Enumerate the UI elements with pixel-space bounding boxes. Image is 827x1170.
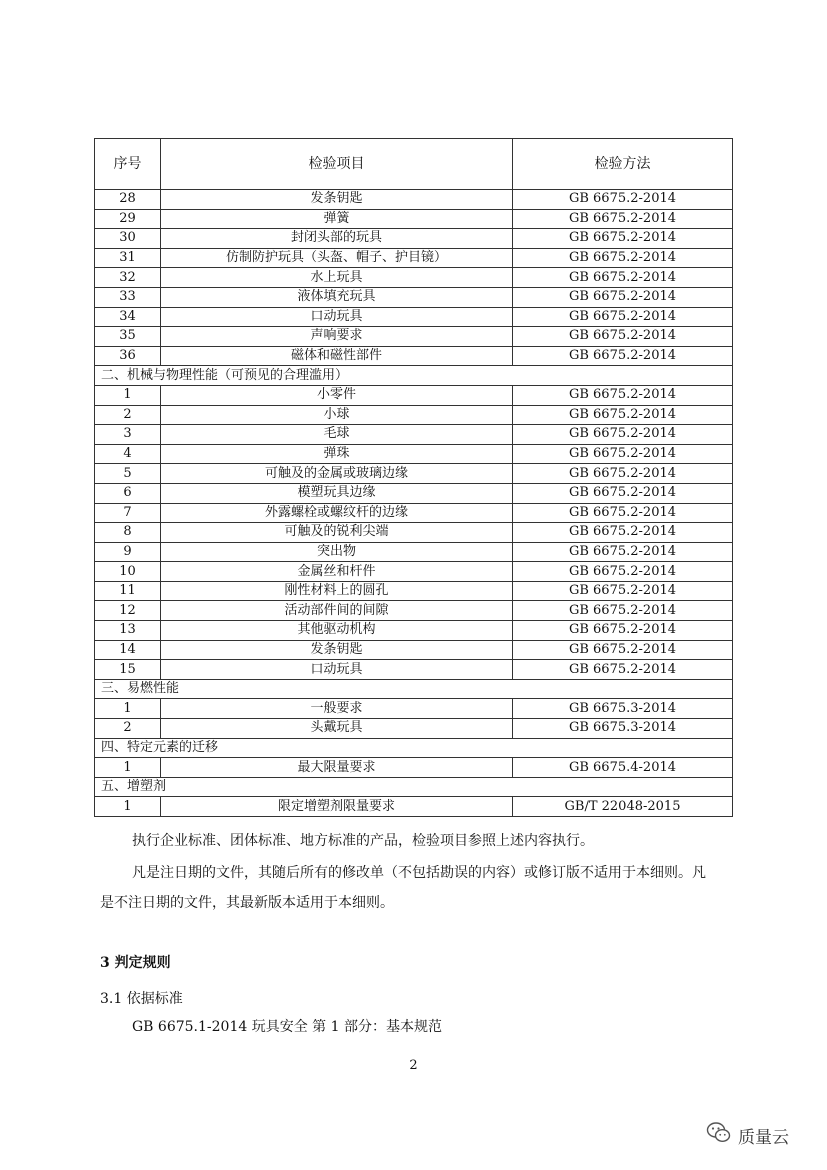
section-title: 五、增塑剂 bbox=[95, 777, 733, 797]
header-item: 检验项目 bbox=[161, 139, 513, 190]
table-row bbox=[95, 405, 733, 425]
cell-method: GB 6675.4-2014 bbox=[513, 758, 733, 778]
cell-item: 小球 bbox=[161, 405, 513, 425]
table-row bbox=[95, 660, 733, 680]
cell-item: 封闭头部的玩具 bbox=[161, 229, 513, 249]
cell-no: 3 bbox=[95, 425, 161, 445]
cell-no: 9 bbox=[95, 542, 161, 562]
cell-no: 2 bbox=[95, 719, 161, 739]
table-row bbox=[95, 503, 733, 523]
inspection-table bbox=[94, 138, 733, 817]
table-row bbox=[95, 307, 733, 327]
table-header-row bbox=[95, 139, 733, 190]
cell-no: 14 bbox=[95, 640, 161, 660]
table-row bbox=[95, 209, 733, 229]
section-title: 三、易燃性能 bbox=[95, 679, 733, 699]
table-row bbox=[95, 444, 733, 464]
cell-no: 2 bbox=[95, 405, 161, 425]
cell-item: 突出物 bbox=[161, 542, 513, 562]
cell-item: 小零件 bbox=[161, 385, 513, 405]
cell-no: 12 bbox=[95, 601, 161, 621]
table-row bbox=[95, 719, 733, 739]
cell-method: GB 6675.2-2014 bbox=[513, 581, 733, 601]
watermark-text: 质量云 bbox=[738, 1128, 789, 1148]
cell-method: GB 6675.2-2014 bbox=[513, 346, 733, 366]
table-row bbox=[95, 248, 733, 268]
cell-item: 刚性材料上的圆孔 bbox=[161, 581, 513, 601]
cell-method: GB 6675.2-2014 bbox=[513, 444, 733, 464]
cell-item: 模塑玩具边缘 bbox=[161, 483, 513, 503]
cell-item: 水上玩具 bbox=[161, 268, 513, 288]
cell-item: 液体填充玩具 bbox=[161, 287, 513, 307]
cell-method: GB 6675.2-2014 bbox=[513, 268, 733, 288]
cell-no: 10 bbox=[95, 562, 161, 582]
cell-method: GB 6675.2-2014 bbox=[513, 385, 733, 405]
cell-no: 13 bbox=[95, 621, 161, 641]
table-row bbox=[95, 229, 733, 249]
cell-item: 弹簧 bbox=[161, 209, 513, 229]
cell-method: GB 6675.2-2014 bbox=[513, 621, 733, 641]
page-number: 2 bbox=[409, 1058, 418, 1073]
table-row bbox=[95, 464, 733, 484]
table-row bbox=[95, 797, 733, 817]
cell-method: GB 6675.2-2014 bbox=[513, 562, 733, 582]
cell-method: GB 6675.2-2014 bbox=[513, 483, 733, 503]
cell-no: 1 bbox=[95, 385, 161, 405]
cell-item: 可触及的锐利尖端 bbox=[161, 523, 513, 543]
table-row bbox=[95, 385, 733, 405]
cell-method: GB 6675.2-2014 bbox=[513, 405, 733, 425]
cell-item: 头戴玩具 bbox=[161, 719, 513, 739]
cell-method: GB 6675.3-2014 bbox=[513, 699, 733, 719]
watermark bbox=[706, 1120, 789, 1151]
cell-no: 34 bbox=[95, 307, 161, 327]
cell-item: 活动部件间的间隙 bbox=[161, 601, 513, 621]
table-row bbox=[95, 640, 733, 660]
paragraph-3: 是不注日期的文件，其最新版本适用于本细则。 bbox=[100, 895, 394, 911]
table-row bbox=[95, 346, 733, 366]
cell-no: 1 bbox=[95, 758, 161, 778]
cell-no: 1 bbox=[95, 699, 161, 719]
table-body bbox=[95, 190, 733, 817]
section-row bbox=[95, 679, 733, 699]
cell-item: 口动玩具 bbox=[161, 660, 513, 680]
cell-method: GB 6675.2-2014 bbox=[513, 640, 733, 660]
cell-method: GB 6675.3-2014 bbox=[513, 719, 733, 739]
header-no: 序号 bbox=[95, 139, 161, 190]
cell-item: 限定增塑剂限量要求 bbox=[161, 797, 513, 817]
cell-no: 6 bbox=[95, 483, 161, 503]
cell-no: 31 bbox=[95, 248, 161, 268]
cell-method: GB/T 22048-2015 bbox=[513, 797, 733, 817]
standard-reference: GB 6675.1-2014 玩具安全 第 1 部分：基本规范 bbox=[132, 1019, 442, 1035]
cell-no: 8 bbox=[95, 523, 161, 543]
section-title: 二、机械与物理性能（可预见的合理滥用） bbox=[95, 366, 733, 386]
cell-no: 4 bbox=[95, 444, 161, 464]
cell-method: GB 6675.2-2014 bbox=[513, 660, 733, 680]
paragraph-1: 执行企业标准、团体标准、地方标准的产品，检验项目参照上述内容执行。 bbox=[132, 833, 594, 849]
cell-method: GB 6675.2-2014 bbox=[513, 229, 733, 249]
cell-item: 其他驱动机构 bbox=[161, 621, 513, 641]
section-row bbox=[95, 366, 733, 386]
cell-item: 金属丝和杆件 bbox=[161, 562, 513, 582]
cell-no: 1 bbox=[95, 797, 161, 817]
table-row bbox=[95, 621, 733, 641]
table-row bbox=[95, 699, 733, 719]
table-row bbox=[95, 523, 733, 543]
paragraph-2: 凡是注日期的文件，其随后所有的修改单（不包括勘误的内容）或修订版不适用于本细则。凡 bbox=[132, 865, 706, 881]
cell-no: 33 bbox=[95, 287, 161, 307]
cell-no: 28 bbox=[95, 190, 161, 210]
cell-method: GB 6675.2-2014 bbox=[513, 523, 733, 543]
table-row bbox=[95, 601, 733, 621]
subsection-heading: 3.1 依据标准 bbox=[100, 991, 183, 1007]
cell-no: 36 bbox=[95, 346, 161, 366]
cell-item: 可触及的金属或玻璃边缘 bbox=[161, 464, 513, 484]
table-row bbox=[95, 425, 733, 445]
section-title: 四、特定元素的迁移 bbox=[95, 738, 733, 758]
table-row bbox=[95, 327, 733, 347]
cell-item: 声响要求 bbox=[161, 327, 513, 347]
cell-no: 11 bbox=[95, 581, 161, 601]
cell-method: GB 6675.2-2014 bbox=[513, 209, 733, 229]
table-row bbox=[95, 190, 733, 210]
header-method: 检验方法 bbox=[513, 139, 733, 190]
cell-method: GB 6675.2-2014 bbox=[513, 190, 733, 210]
cell-no: 7 bbox=[95, 503, 161, 523]
cell-no: 32 bbox=[95, 268, 161, 288]
cell-no: 5 bbox=[95, 464, 161, 484]
cell-method: GB 6675.2-2014 bbox=[513, 601, 733, 621]
cell-item: 最大限量要求 bbox=[161, 758, 513, 778]
cell-method: GB 6675.2-2014 bbox=[513, 425, 733, 445]
table-row bbox=[95, 562, 733, 582]
cell-method: GB 6675.2-2014 bbox=[513, 464, 733, 484]
table-row bbox=[95, 758, 733, 778]
cell-no: 35 bbox=[95, 327, 161, 347]
cell-no: 29 bbox=[95, 209, 161, 229]
table-row bbox=[95, 268, 733, 288]
cell-item: 外露螺栓或螺纹杆的边缘 bbox=[161, 503, 513, 523]
section-row bbox=[95, 777, 733, 797]
table-row bbox=[95, 483, 733, 503]
section-row bbox=[95, 738, 733, 758]
cell-method: GB 6675.2-2014 bbox=[513, 248, 733, 268]
cell-method: GB 6675.2-2014 bbox=[513, 287, 733, 307]
table-row bbox=[95, 542, 733, 562]
table-row bbox=[95, 287, 733, 307]
cell-item: 毛球 bbox=[161, 425, 513, 445]
wechat-icon bbox=[706, 1120, 732, 1151]
cell-item: 口动玩具 bbox=[161, 307, 513, 327]
cell-item: 磁体和磁性部件 bbox=[161, 346, 513, 366]
cell-no: 30 bbox=[95, 229, 161, 249]
cell-method: GB 6675.2-2014 bbox=[513, 327, 733, 347]
section-heading: 3 判定规则 bbox=[100, 955, 171, 971]
cell-method: GB 6675.2-2014 bbox=[513, 307, 733, 327]
cell-item: 仿制防护玩具（头盔、帽子、护目镜） bbox=[161, 248, 513, 268]
table-row bbox=[95, 581, 733, 601]
cell-item: 发条钥匙 bbox=[161, 190, 513, 210]
cell-item: 弹珠 bbox=[161, 444, 513, 464]
cell-method: GB 6675.2-2014 bbox=[513, 542, 733, 562]
cell-method: GB 6675.2-2014 bbox=[513, 503, 733, 523]
cell-no: 15 bbox=[95, 660, 161, 680]
cell-item: 发条钥匙 bbox=[161, 640, 513, 660]
cell-item: 一般要求 bbox=[161, 699, 513, 719]
